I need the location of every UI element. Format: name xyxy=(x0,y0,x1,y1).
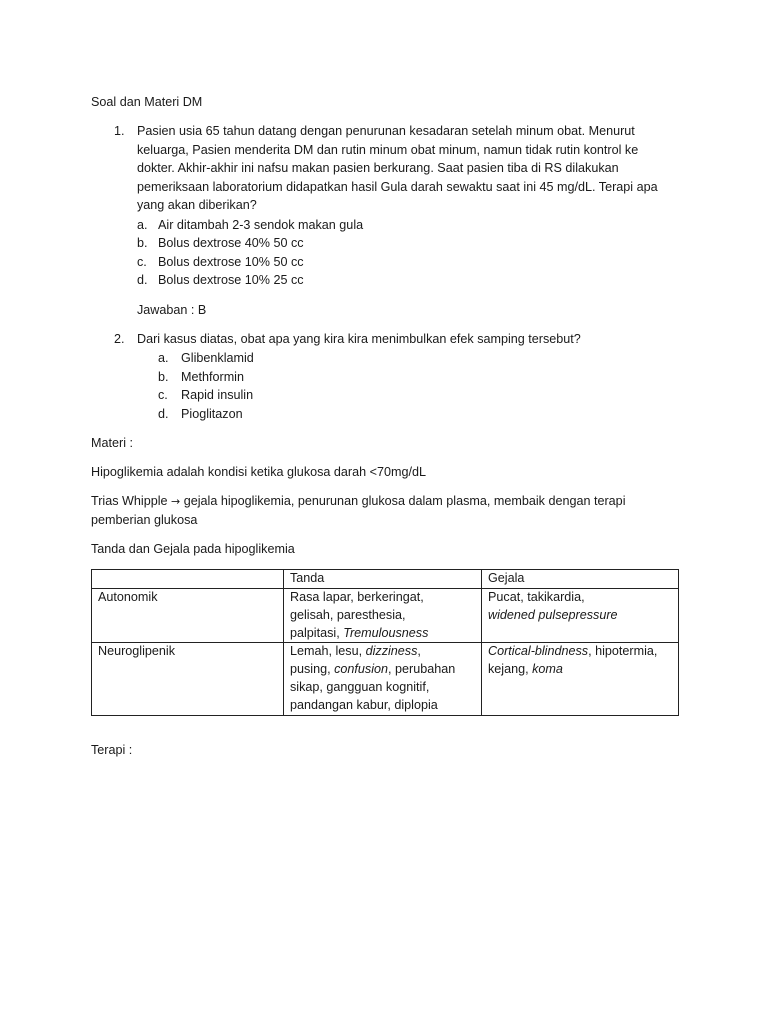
hypoglycemia-definition: Hipoglikemia adalah kondisi ketika glukosa darah <70mg/dL xyxy=(91,465,426,479)
cell-text: Lemah, lesu, xyxy=(290,644,366,659)
question-2-number: 2. xyxy=(114,332,125,346)
question-1-number: 1. xyxy=(114,124,125,138)
option-letter: a. xyxy=(158,351,169,365)
symptoms-table xyxy=(91,569,679,716)
gejala-cell xyxy=(482,643,679,715)
option-text: Glibenklamid xyxy=(181,351,254,365)
cell-text-italic: Tremulousness xyxy=(343,625,429,640)
cell-text: pusing, xyxy=(290,662,335,677)
option-text: Rapid insulin xyxy=(181,388,254,402)
cell-text: palpitasi, xyxy=(290,625,344,640)
cell-line: gelisah, paresthesia, xyxy=(290,607,406,622)
cell-text-italic: confusion xyxy=(334,662,389,677)
document-title: Soal dan Materi DM xyxy=(91,95,203,109)
option-letter: a. xyxy=(137,218,148,232)
trias-label: Trias Whipple xyxy=(91,494,168,508)
cell-text-italic: Cortical-blindness xyxy=(488,644,589,659)
option-letter: c. xyxy=(137,255,147,269)
option-text: Bolus dextrose 10% 50 cc xyxy=(158,255,304,269)
materi-heading: Materi : xyxy=(91,436,133,450)
question-2-line: Dari kasus diatas, obat apa yang kira kira menimbulkan efek samping tersebut? xyxy=(137,332,581,346)
table-header-cell xyxy=(92,570,284,589)
question-1-line: dokter. Akhir-akhir ini nafsu makan pasien berkurang. Saat pasien tiba di RS dilakukan xyxy=(137,161,619,175)
question-1-answer: Jawaban : B xyxy=(137,303,207,317)
cell-text-italic: dizziness xyxy=(365,644,418,659)
category-cell: Autonomik xyxy=(92,589,284,643)
question-1-line: yang akan diberikan? xyxy=(137,198,257,212)
cell-line: sikap, gangguan kognitif, xyxy=(290,679,430,694)
table-row xyxy=(92,643,679,715)
trias-whipple-line-1 xyxy=(91,492,671,512)
cell-line: Pucat, takikardia, xyxy=(488,590,585,604)
option-letter: d. xyxy=(158,407,169,421)
table-header-cell: Tanda xyxy=(284,570,482,589)
option-letter: b. xyxy=(137,236,148,250)
category-cell: Neuroglipenik xyxy=(92,643,284,715)
question-1-line: keluarga, Pasien menderita DM dan rutin minum obat minum, namun tidak rutin kontrol ke xyxy=(137,143,639,157)
tanda-cell xyxy=(284,589,482,643)
table-row xyxy=(92,589,679,643)
trias-whipple-line-2: pemberian glukosa xyxy=(91,513,198,527)
table-header-cell: Gejala xyxy=(482,570,679,589)
option-letter: c. xyxy=(158,388,168,402)
option-letter: d. xyxy=(137,273,148,287)
cell-line xyxy=(290,643,475,661)
cell-line-italic: widened pulsepressure xyxy=(488,607,618,622)
table-caption: Tanda dan Gejala pada hipoglikemia xyxy=(91,542,295,556)
option-text: Methformin xyxy=(181,370,244,384)
cell-line xyxy=(488,661,672,679)
gejala-cell xyxy=(482,589,679,643)
cell-text: , perubahan xyxy=(388,662,456,677)
tanda-cell xyxy=(284,643,482,715)
cell-line: pandangan kabur, diplopia xyxy=(290,697,438,712)
cell-line xyxy=(488,643,672,661)
table-header-row xyxy=(92,570,679,589)
right-arrow-icon: → xyxy=(171,495,181,508)
cell-text: , hipotermia, xyxy=(588,644,658,659)
terapi-heading: Terapi : xyxy=(91,743,133,757)
cell-line xyxy=(290,661,475,679)
cell-text-italic: koma xyxy=(532,662,563,677)
cell-line: Rasa lapar, berkeringat, xyxy=(290,590,424,604)
cell-text: kejang, xyxy=(488,662,533,677)
option-text: Air ditambah 2-3 sendok makan gula xyxy=(158,218,364,232)
trias-text: gejala hipoglikemia, penurunan glukosa dalam plasma, membaik dengan terapi xyxy=(183,494,626,508)
option-text: Bolus dextrose 40% 50 cc xyxy=(158,236,304,250)
option-text: Pioglitazon xyxy=(181,407,243,421)
cell-text: , xyxy=(417,644,421,659)
option-letter: b. xyxy=(158,370,169,384)
question-1-line: pemeriksaan laboratorium didapatkan hasil Gula darah sewaktu saat ini 45 mg/dL. Terapi apa xyxy=(137,180,658,194)
cell-line xyxy=(290,625,475,643)
option-text: Bolus dextrose 10% 25 cc xyxy=(158,273,304,287)
question-1-line: Pasien usia 65 tahun datang dengan penurunan kesadaran setelah minum obat. Menurut xyxy=(137,124,635,138)
